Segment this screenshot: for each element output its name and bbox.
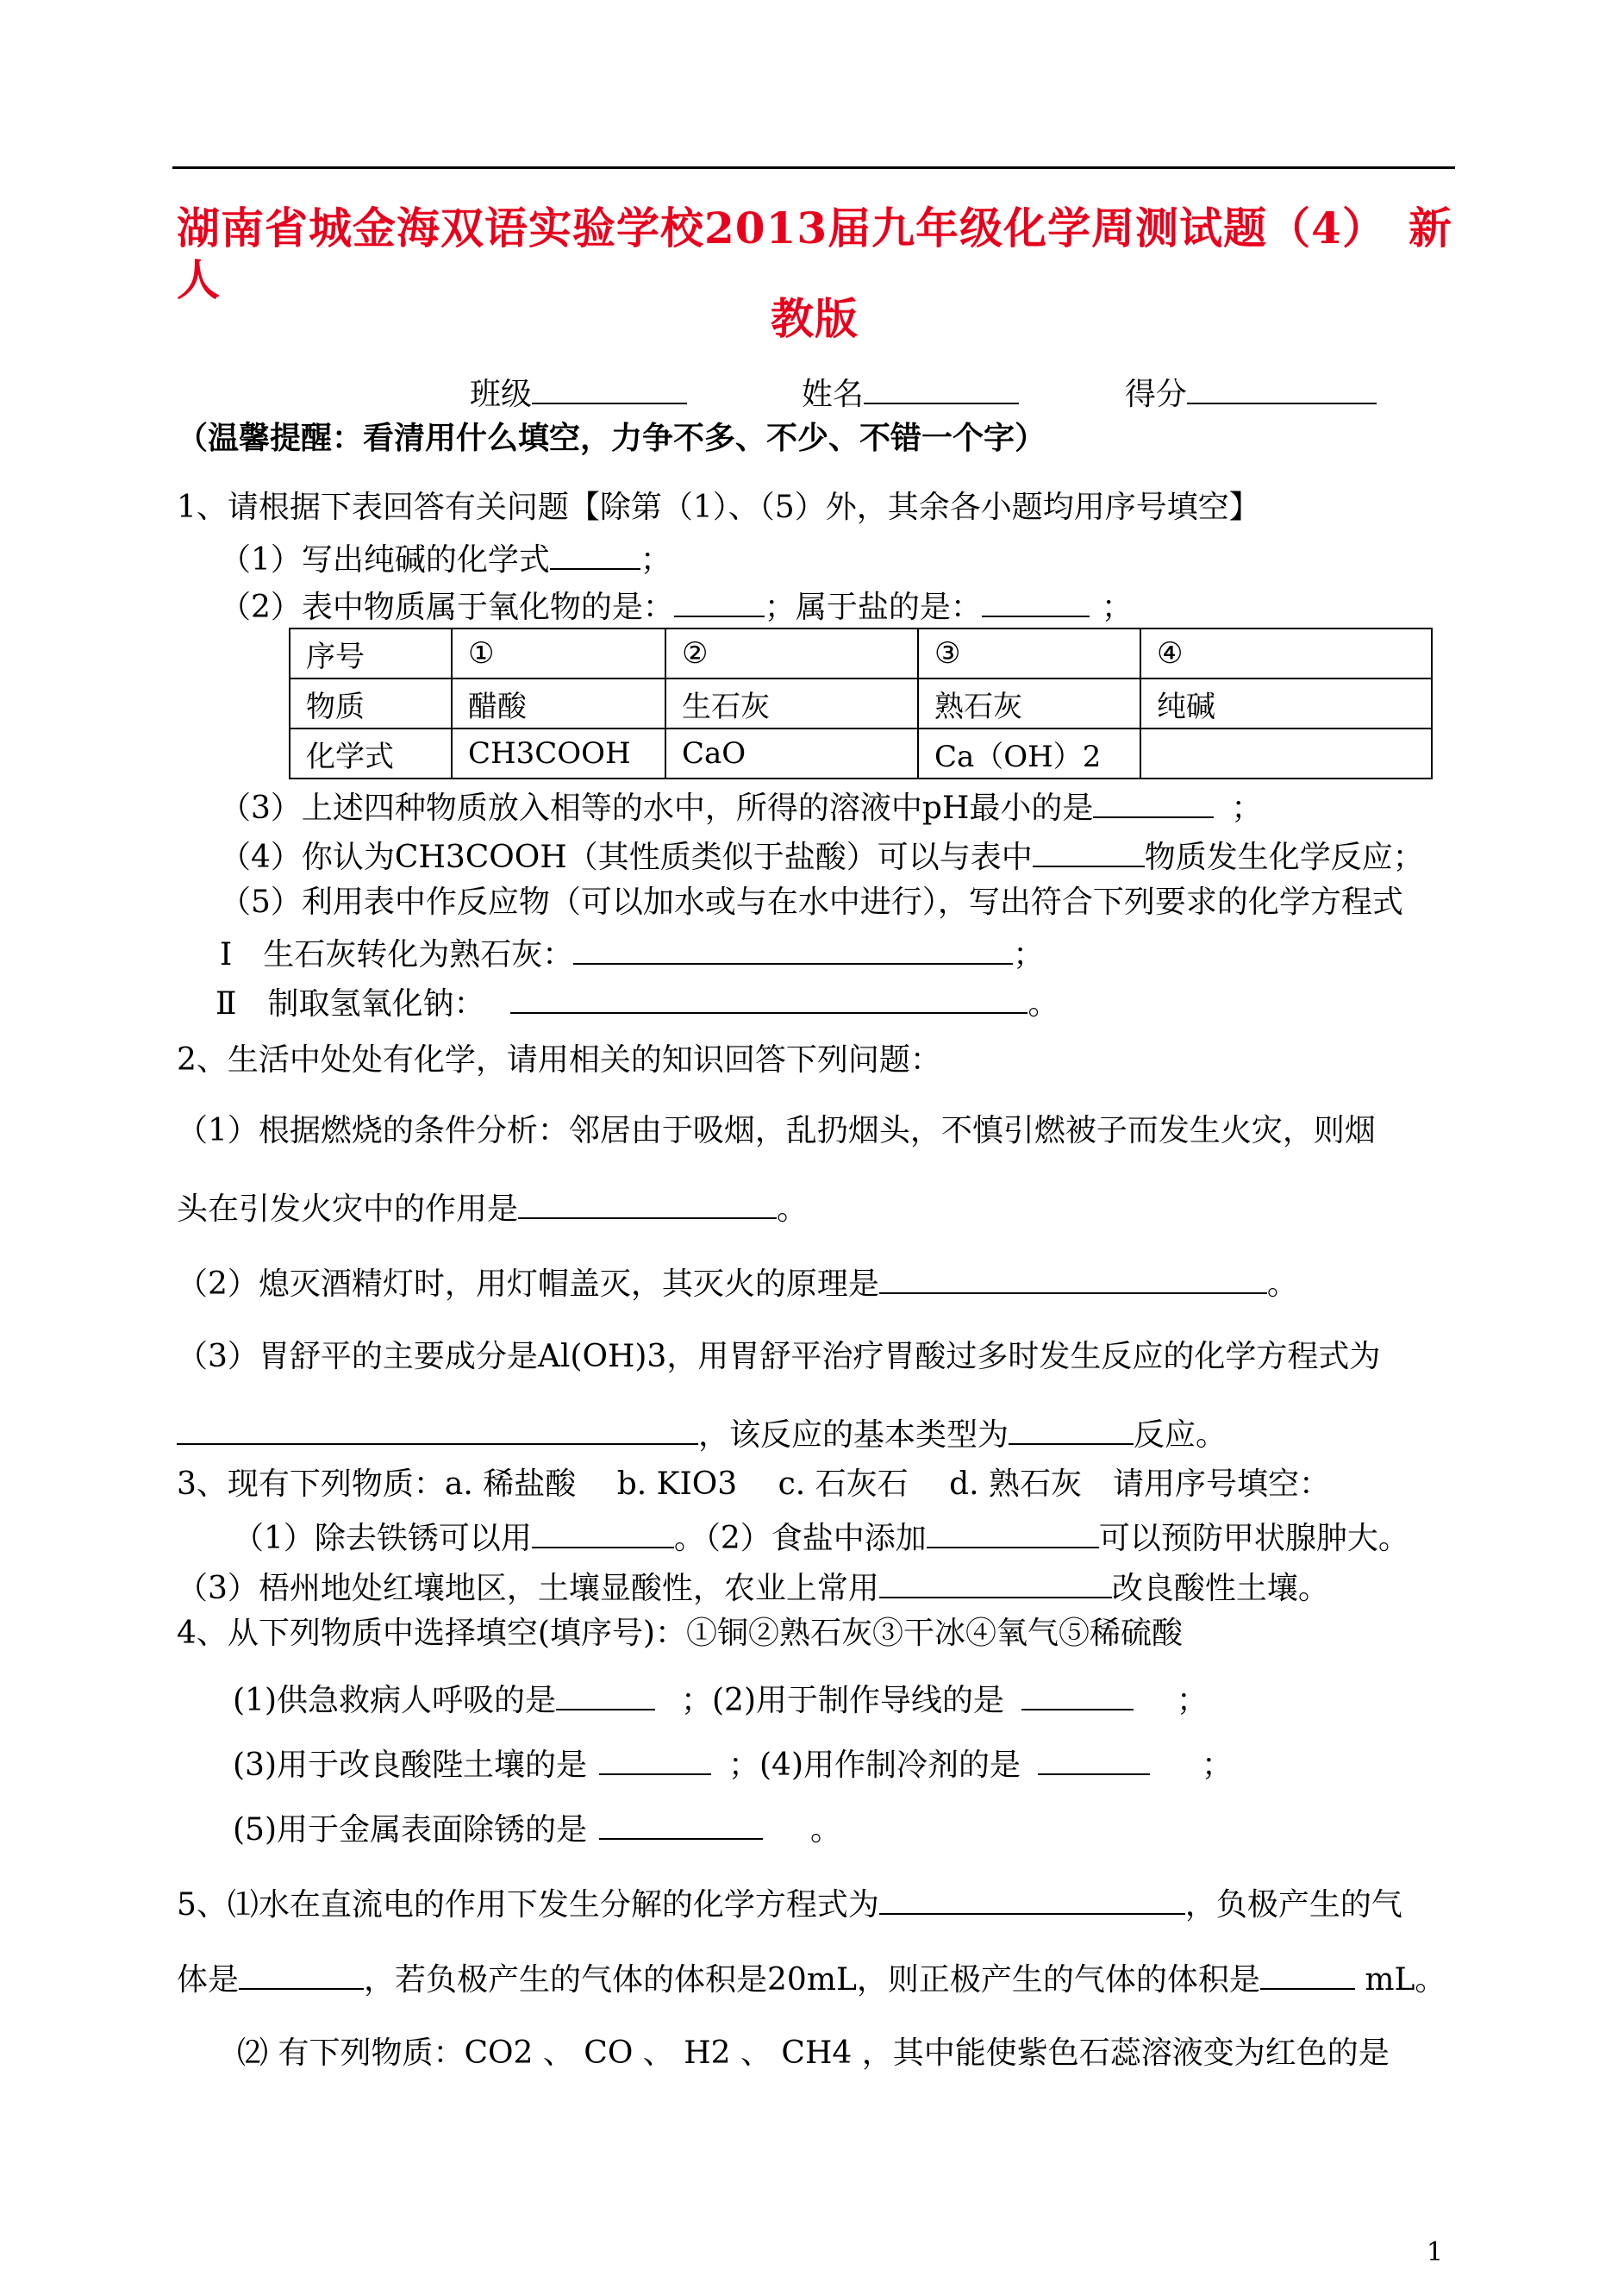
table-row	[290, 628, 1432, 678]
q2-equation-blank[interactable]	[177, 1414, 698, 1445]
q2-part3-a: （3）胃舒平的主要成分是Al(OH)3，用胃舒平治疗胃酸过多时发生反应的化学方程式为	[177, 1339, 1381, 1374]
q1-part5-i-end: ；	[1013, 937, 1045, 972]
q2-part3-end: 反应。	[1134, 1417, 1227, 1453]
table-cell: ④	[1140, 628, 1432, 678]
table-cell: CH3COOH	[452, 729, 665, 779]
q4-part3	[233, 1744, 1233, 1785]
q2-stem: 2、生活中处处有化学，请用相关的知识回答下列问题：	[177, 1042, 941, 1078]
table-row	[290, 678, 1432, 729]
substance-table	[289, 628, 1433, 779]
q5-part1-end: mL。	[1354, 1962, 1446, 1998]
q1-part3-end: ；	[1231, 791, 1263, 826]
q4-stem: 4、从下列物质中选择填空(填序号)：①铜②熟石灰③干冰④氧气⑤稀硫酸	[177, 1616, 1183, 1651]
q1-part5-ii-blank[interactable]	[510, 983, 1027, 1014]
q2-part2-blank[interactable]	[879, 1263, 1267, 1294]
name-blank[interactable]	[864, 373, 1019, 404]
q5-part1-a	[177, 1884, 1402, 1924]
q1-part2-end: ；	[1101, 590, 1133, 625]
page-number: 1	[1427, 2237, 1444, 2267]
q4-part2-text: ；(2)用于制作导线的是	[681, 1683, 1004, 1718]
q3-stem: 3、现有下列物质：a. 稀盐酸 b. KIO3 c. 石灰石 d. 熟石灰 请用序号填空：	[177, 1466, 1331, 1502]
q1-part4-blank[interactable]	[1033, 836, 1145, 867]
q1-part2-text-b: ；属于盐的是：	[764, 590, 982, 625]
reminder: （温馨提醒：看清用什么填空，力争不多、不少、不错一个字）	[177, 420, 1046, 456]
q5-equation-blank[interactable]	[879, 1884, 1185, 1915]
q5-part1-text-c: 体是	[177, 1962, 240, 1998]
q1-part5-ii-text: Ⅱ 制取氢氧化钠：	[215, 986, 485, 1022]
q2-reaction-type-blank[interactable]	[1009, 1414, 1134, 1445]
q1-part3-text: （3）上述四种物质放入相等的水中，所得的溶液中pH最小的是	[220, 791, 1094, 826]
q3-part3	[177, 1567, 1329, 1608]
q4-soil-blank[interactable]	[599, 1744, 711, 1775]
q4-coolant-blank[interactable]	[1038, 1744, 1150, 1775]
class-label: 班级	[470, 377, 533, 412]
q5-gas-blank[interactable]	[239, 1959, 364, 1990]
q2-part2-end: 。	[1266, 1266, 1298, 1302]
table-cell: 化学式	[290, 729, 452, 779]
q4-part1-text: (1)供急救病人呼吸的是	[233, 1683, 556, 1718]
q1-part1-text: （1）写出纯碱的化学式	[220, 542, 550, 578]
q1-part5-i	[220, 934, 1044, 974]
table-cell: CaO	[665, 729, 918, 779]
q2-part3-b	[177, 1414, 1227, 1454]
table-cell: 醋酸	[452, 678, 665, 729]
table-cell: 序号	[290, 628, 452, 678]
q2-part1-a: （1）根据燃烧的条件分析：邻居由于吸烟，乱扔烟头，不慎引燃被子而发生火灾，则烟	[177, 1113, 1376, 1148]
q4-part4-end: ；	[1202, 1748, 1234, 1783]
q5-part1-text-d: ，若负极产生的气体的体积是20mL，则正极产生的气体的体积是	[364, 1962, 1260, 1998]
table-cell: Ca（OH）2	[918, 729, 1140, 779]
q4-part5	[233, 1809, 841, 1849]
q4-part5-end: 。	[810, 1812, 842, 1848]
q1-part3	[220, 787, 1262, 828]
name-label: 姓名	[801, 377, 864, 412]
q3-part3-text: （3）梧州地处红壤地区，土壤显酸性，农业上常用	[177, 1571, 879, 1606]
q5-part1-text-b: ，负极产生的气	[1184, 1887, 1402, 1923]
q1-part2-text: （2）表中物质属于氧化物的是：	[220, 590, 674, 625]
page-title-line2: 教版	[771, 293, 859, 344]
table-cell: 熟石灰	[918, 678, 1140, 729]
q1-part4-text: （4）你认为CH3COOH（其性质类似于盐酸）可以与表中	[220, 840, 1033, 875]
q5-volume-blank[interactable]	[1260, 1959, 1355, 1990]
table-row	[290, 729, 1432, 779]
q2-part1-blank[interactable]	[518, 1188, 777, 1219]
header-rule	[172, 166, 1455, 169]
q3-part3-end: 改良酸性土壤。	[1111, 1571, 1329, 1606]
q4-part3-text: (3)用于改良酸陛土壤的是	[233, 1748, 587, 1783]
q4-wire-blank[interactable]	[1021, 1679, 1134, 1710]
student-info-row	[470, 373, 1377, 414]
q1-oxide-blank[interactable]	[674, 586, 765, 617]
q1-part1-end: ；	[640, 542, 671, 578]
q1-part5: （5）利用表中作反应物（可以加水或与在水中进行），写出符合下列要求的化学方程式	[220, 885, 1403, 920]
q2-part2	[177, 1263, 1298, 1304]
q5-part1-text: 5、⑴水在直流电的作用下发生分解的化学方程式为	[177, 1887, 879, 1923]
q1-part5-i-text: Ⅰ 生石灰转化为熟石灰：	[220, 937, 574, 972]
score-label: 得分	[1124, 377, 1187, 412]
q2-part1-text: 头在引发火灾中的作用是	[177, 1191, 519, 1227]
q1-stem: 1、请根据下表回答有关问题【除第（1）、（5）外，其余各小题均用序号填空】	[177, 490, 1260, 525]
q4-part2-end: ；	[1177, 1683, 1209, 1718]
q1-part2	[220, 586, 1133, 627]
table-cell: ③	[918, 628, 1140, 678]
q3-part2-end: 可以预防甲状腺肿大。	[1098, 1521, 1409, 1556]
class-blank[interactable]	[532, 373, 687, 404]
table-cell: ②	[665, 628, 918, 678]
q1-part5-ii-end: 。	[1027, 986, 1059, 1022]
q1-part5-ii	[215, 983, 1059, 1023]
q4-part1	[233, 1679, 1208, 1720]
q1-part1-blank[interactable]	[550, 539, 640, 570]
q3-part1	[233, 1517, 1409, 1558]
q1-part1	[220, 539, 671, 579]
table-cell: 物质	[290, 678, 452, 729]
q3-salt-blank[interactable]	[927, 1517, 1099, 1548]
q3-part1-text: （1）除去铁锈可以用	[233, 1521, 532, 1556]
q2-part3-text: ，该反应的基本类型为	[698, 1417, 1009, 1453]
q1-salt-blank[interactable]	[982, 586, 1090, 617]
table-cell: 生石灰	[665, 678, 918, 729]
q1-part4-text-b: 物质发生化学反应；	[1144, 840, 1424, 875]
q2-part1-end: 。	[777, 1191, 809, 1227]
page-title-line1: 湖南省城金海双语实验学校2013届九年级化学周测试题（4） 新人	[177, 203, 1452, 305]
q3-rust-blank[interactable]	[532, 1517, 674, 1548]
table-cell: 纯碱	[1140, 678, 1432, 729]
table-cell: ①	[452, 628, 665, 678]
q3-part2-text: 。（2）食盐中添加	[673, 1521, 927, 1556]
q5-part1-b	[177, 1959, 1446, 1999]
q4-breathing-blank[interactable]	[556, 1679, 655, 1710]
q4-rust-blank[interactable]	[599, 1809, 763, 1840]
q5-part2: ⑵ 有下列物质：CO2 、 CO 、 H2 、 CH4 ，其中能使紫色石蕊溶液变为红色的是	[237, 2035, 1390, 2071]
q1-part4	[220, 836, 1424, 877]
table-cell	[1140, 729, 1432, 779]
q4-part5-text: (5)用于金属表面除锈的是	[233, 1812, 587, 1848]
q2-part2-text: （2）熄灭酒精灯时，用灯帽盖灭，其灭火的原理是	[177, 1266, 879, 1302]
q3-soil-blank[interactable]	[879, 1567, 1112, 1598]
q1-part3-blank[interactable]	[1093, 787, 1214, 818]
q2-part1-b	[177, 1188, 808, 1229]
q1-part5-i-blank[interactable]	[573, 934, 1013, 965]
q4-part4-text: ；(4)用作制冷剂的是	[728, 1748, 1021, 1783]
score-blank[interactable]	[1187, 373, 1377, 404]
